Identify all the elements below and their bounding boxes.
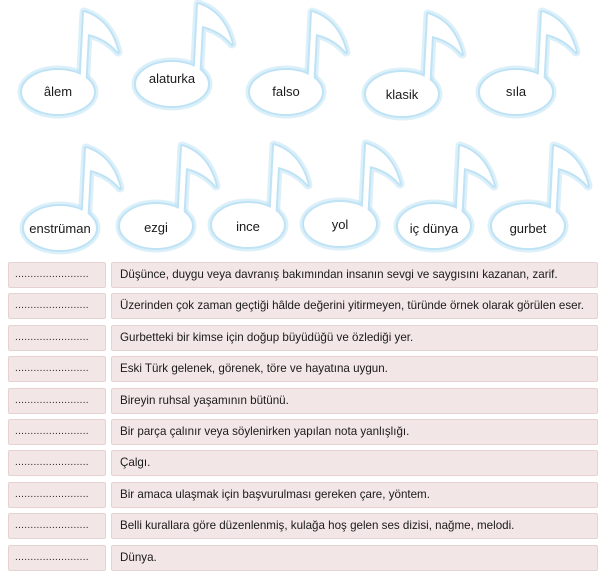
note-word-gurbet — [488, 134, 598, 239]
word-label: klasik — [385, 87, 419, 102]
definition-text: Eski Türk gelenek, görenek, töre ve hayatına uygun. — [111, 356, 598, 382]
answer-blank[interactable] — [8, 388, 106, 414]
definition-text: Dünya. — [111, 545, 598, 571]
definition-text: Düşünce, duygu veya davranış bakımından insanın sevgi ve saygısını kazanan, zarif. — [111, 262, 598, 288]
definition-row — [8, 513, 598, 539]
answer-blank[interactable] — [8, 262, 106, 288]
definition-row — [8, 545, 598, 571]
word-label: yol — [331, 217, 349, 232]
note-word-sila — [476, 0, 586, 105]
definition-text: Belli kurallara göre düzenlenmiş, kulağa hoş gelen ses dizisi, nağme, melodi. — [111, 513, 598, 539]
definition-text: Üzerinden çok zaman geçtiği hâlde değerini yitirmeyen, türünde örnek olarak görülen eser. — [111, 293, 598, 319]
answer-blank[interactable] — [8, 325, 106, 351]
definition-row — [8, 388, 598, 414]
note-word-klasik — [362, 2, 472, 107]
answer-dots: ........................ — [15, 520, 89, 532]
music-note-icon — [132, 0, 242, 102]
note-word-falso — [246, 0, 356, 105]
word-label: falso — [272, 84, 300, 99]
answer-dots: ........................ — [15, 457, 89, 469]
answer-blank[interactable] — [8, 356, 106, 382]
word-label: ince — [236, 219, 260, 234]
definition-text: Bir amaca ulaşmak için başvurulması gereken çare, yöntem. — [111, 482, 598, 508]
definition-row — [8, 262, 598, 288]
answer-dots: ........................ — [15, 363, 89, 375]
answer-blank[interactable] — [8, 482, 106, 508]
answer-dots: ........................ — [15, 394, 89, 406]
answer-blank[interactable] — [8, 293, 106, 319]
word-label: alaturka — [148, 71, 196, 86]
answer-blank[interactable] — [8, 513, 106, 539]
word-label: gurbet — [509, 221, 547, 236]
answer-blank[interactable] — [8, 419, 106, 445]
answer-dots: ........................ — [15, 488, 89, 500]
definition-text: Gurbetteki bir kimse için doğup büyüdüğü ve özlediği yer. — [111, 325, 598, 351]
definition-text: Çalgı. — [111, 450, 598, 476]
definition-text: Bir parça çalınır veya söylenirken yapılan nota yanlışlığı. — [111, 419, 598, 445]
word-label: enstrüman — [29, 221, 91, 236]
definition-text: Bireyin ruhsal yaşamının bütünü. — [111, 388, 598, 414]
answer-dots: ........................ — [15, 269, 89, 280]
definition-row — [8, 356, 598, 382]
word-label: sıla — [505, 84, 527, 99]
definition-list — [8, 262, 598, 576]
answer-dots: ........................ — [15, 425, 89, 437]
answer-dots: ........................ — [15, 300, 89, 312]
word-label: âlem — [43, 84, 73, 99]
answer-dots: ........................ — [15, 331, 89, 343]
note-word-enstruman — [20, 136, 130, 241]
definition-row — [8, 419, 598, 445]
word-label: iç dünya — [409, 221, 459, 236]
definition-row — [8, 293, 598, 319]
answer-blank[interactable] — [8, 545, 106, 571]
definition-row — [8, 325, 598, 351]
answer-blank[interactable] — [8, 450, 106, 476]
definition-row — [8, 450, 598, 476]
note-word-alaturka — [132, 0, 242, 97]
answer-dots: ........................ — [15, 551, 89, 563]
note-word-alem — [18, 0, 128, 105]
word-label: ezgi — [144, 220, 168, 235]
definition-row — [8, 482, 598, 508]
